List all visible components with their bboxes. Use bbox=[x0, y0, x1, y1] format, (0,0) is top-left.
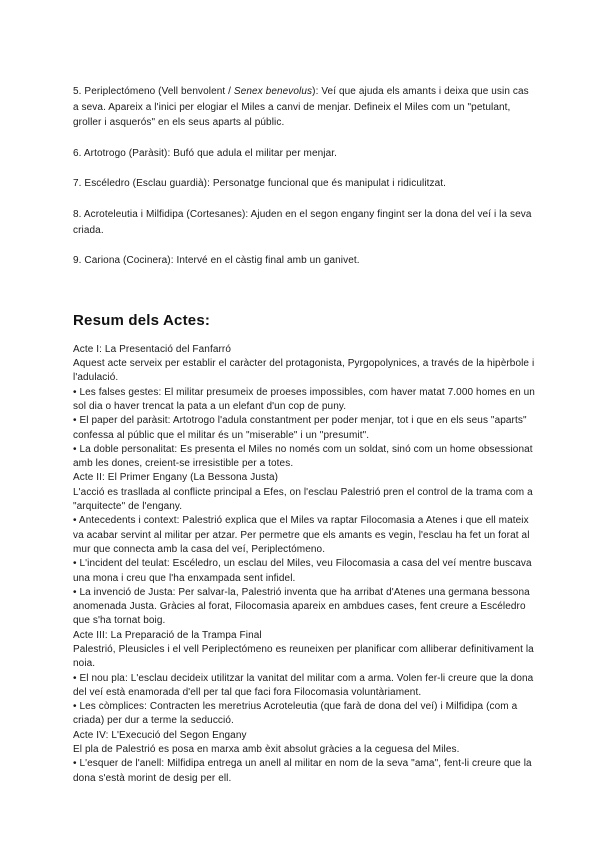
act-heading: Acte II: El Primer Engany (La Bessona Justa) bbox=[73, 472, 279, 484]
act-bullet: • La doble personalitat: Es presenta el Miles no només com un soldat, sinó com un home obsessionat amb les dones, creient-se irresistible per a totes. bbox=[73, 443, 533, 470]
character-entry-artotrogo: 6. Artotrogo (Paràsit): Bufó que adula el militar per menjar. bbox=[73, 147, 338, 159]
act-bullet: • L'esquer de l'anell: Milfidipa entrega un anell al militar en nom de la seva "ama", fent-li creure que la dona s'està morint de desig per ell. bbox=[73, 758, 532, 784]
character-text: 5. Periplectómeno (Vell benvolent / bbox=[73, 86, 234, 97]
act-paragraph: L'acció es trasllada al conflicte principal a Efes, on l'esclau Palestrió pren el control de la trama com a "arquitecte" de l'engany. bbox=[73, 486, 533, 513]
character-entry-acroteleutia-milfidipa: 8. Acroteleutia i Milfidipa (Cortesanes): Ajuden en el segon engany fingint ser la dona del veí i la seva criada. bbox=[73, 208, 532, 236]
character-text: ): Veí que ajuda els amants i deixa que usin cas a seva. Apareix a l'inici per elogiar el Miles a canvi de menjar. Defineix el Miles com un "petulant, groller i asquerós" en els seus aparts al públic. bbox=[73, 86, 529, 129]
acts-summary bbox=[73, 343, 535, 786]
act-bullet: • Les còmplices: Contracten les meretrius Acroteleutia (que farà de dona del veí) i Milfidipa (com a criada) per dur a terme la seducció. bbox=[73, 701, 518, 727]
act-heading: Acte IV: L'Execució del Segon Engany bbox=[73, 729, 247, 741]
act-bullet: • El nou pla: L'esclau decideix utilitzar la vanitat del militar com a arma. Volen fer-li creure que la dona del veí està enamorada d'ell per tal que faci fora Filocomasia voluntàriament. bbox=[73, 672, 534, 698]
character-entry-periplectomeno bbox=[73, 84, 535, 131]
act-bullet: • Les falses gestes: El militar presumeix de proeses impossibles, com haver matat 7.000 homes en un sol dia o haver trencat la pata a un elefant d'un cop de puny. bbox=[73, 386, 535, 412]
act-paragraph: Aquest acte serveix per establir el caràcter del protagonista, Pyrgopolynices, a través de la hipèrbole i l'adulació. bbox=[73, 358, 535, 384]
character-entry-esceledro: 7. Escéledro (Esclau guardià): Personatge funcional que és manipulat i ridiculitzat. bbox=[73, 178, 447, 190]
act-bullet: • Antecedents i context: Palestrió explica que el Miles va raptar Filocomasia a Atenes i que ell mateix va acabar servint al militar per atzar. Per permetre que els amants es vegin, l'esclau ha fet un forat al mur que connecta amb la casa del veí, Periplectómeno. bbox=[73, 515, 530, 555]
act-bullet: • El paper del paràsit: Artotrogo l'adula constantment per poder menjar, tot i que en els seus "aparts" confessa al públic que el militar és un "miserable" i un "presumit". bbox=[73, 415, 527, 441]
act-heading: Acte I: La Presentació del Fanfarró bbox=[73, 343, 232, 355]
character-entry-cariona: 9. Cariona (Cocinera): Intervé en el càstig final amb un ganivet. bbox=[73, 255, 360, 267]
act-heading: Acte III: La Preparació de la Trampa Final bbox=[73, 629, 262, 641]
act-paragraph: El pla de Palestrió es posa en marxa amb èxit absolut gràcies a la ceguesa del Miles. bbox=[73, 744, 460, 756]
act-paragraph: Palestrió, Pleusicles i el vell Periplectómeno es reuneixen per planificar com alliberar definitivament la noia. bbox=[73, 643, 534, 670]
page-content bbox=[73, 84, 535, 786]
act-bullet: • La invenció de Justa: Per salvar-la, Palestrió inventa que ha arribat d'Atenes una germana bessona anomenada Justa. Gràcies al forat, Filocomasia apareix en ambdues cases, fent creure a Escéledro que s'ha tornat boig. bbox=[73, 586, 530, 627]
act-bullet: • L'incident del teulat: Escéledro, un esclau del Miles, veu Filocomasia a casa del veí mentre buscava una mona i creu que l'ha enxampada sent infidel. bbox=[73, 558, 532, 584]
latin-term: Senex benevolus bbox=[233, 86, 313, 97]
section-title: Resum dels Actes: bbox=[73, 311, 211, 329]
